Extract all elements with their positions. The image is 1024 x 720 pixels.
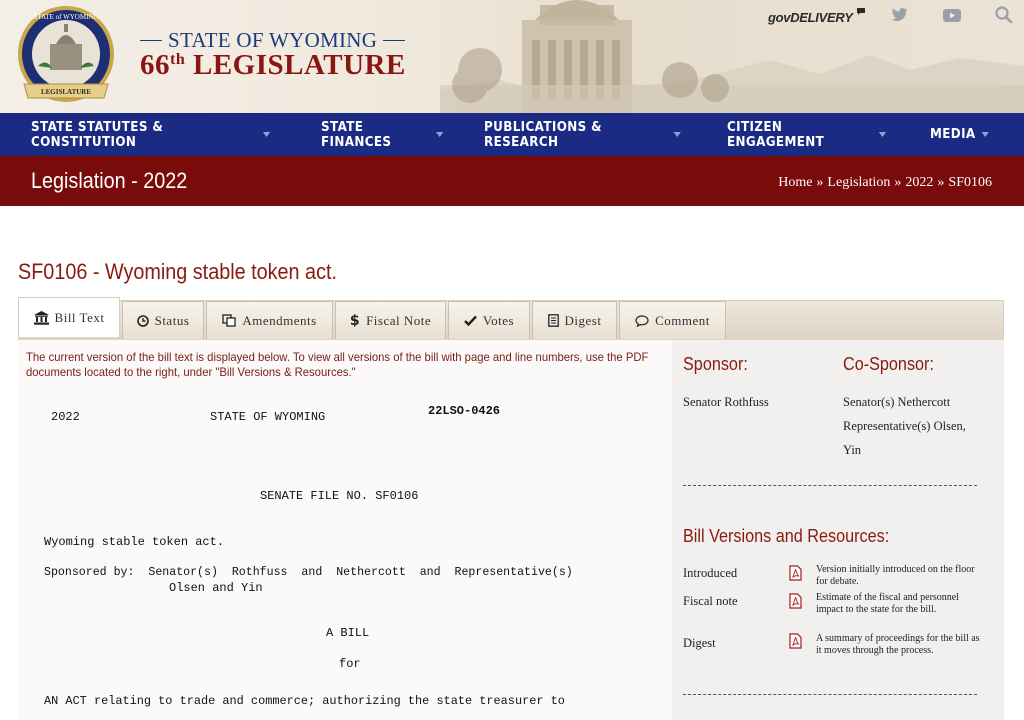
search-icon[interactable] [994,6,1014,24]
dollar-icon: $ [349,312,361,329]
resource-introduced-label: Introduced [683,566,738,580]
bill-state: STATE OF WYOMING [210,410,326,424]
chevron-down-icon [436,132,443,137]
svg-text:LEGISLATURE: LEGISLATURE [40,88,92,96]
sponsor-heading: Sponsor: [683,354,748,374]
clock-icon [137,315,149,327]
breadcrumb-legislation[interactable]: Legislation [827,175,891,190]
youtube-icon[interactable] [942,6,962,24]
tab-bill-text[interactable]: Bill Text [18,297,120,337]
govdelivery-link[interactable]: govDELIVERY [768,10,866,25]
tab-digest[interactable]: Digest [532,301,617,339]
nav-item-finances[interactable]: STATE FINANCES [321,120,443,150]
page-title-bar [0,156,1024,206]
divider [683,694,977,695]
copy-icon [222,314,236,327]
cosponsor-heading: Co-Sponsor: [843,354,934,374]
document-icon [548,314,559,327]
resource-fiscal-note-desc: Estimate of the fiscal and personnel impact to the state for the bill. [816,592,960,615]
bill-text-notice: The current version of the bill text is displayed below. To view all versions of the bill with page and line numbers, use the PDF documents located to the right, under "Bill Versions & Resources." [26,350,649,379]
site-header [0,0,1024,113]
bill-act-line: AN ACT relating to trade and commerce; authorizing the state treasurer to [44,694,565,708]
twitter-icon[interactable] [888,6,908,24]
breadcrumb-current: SF0106 [948,175,992,190]
bill-year: 2022 [51,410,80,424]
bill-short-title: Wyoming stable token act. [44,535,225,549]
bill-sponsored-by: Sponsored by: Senator(s) Rothfuss and Nethercott and Representative(s) [44,566,573,579]
bill-lso-number: 22LSO-0426 [428,404,501,418]
bill-text-pane [26,350,666,380]
svg-text:STATE of WYOMING: STATE of WYOMING [33,13,99,21]
site-title[interactable] [140,28,406,82]
comment-icon [635,315,649,327]
sponsor-name[interactable]: Senator Rothfuss [683,395,769,409]
tab-amendments[interactable]: Amendments [206,301,333,339]
pdf-icon[interactable] [789,593,802,609]
resources-heading: Bill Versions and Resources: [683,526,890,546]
chevron-down-icon [673,132,680,137]
bill-a-bill: A BILL [326,626,370,640]
tab-status[interactable]: Status [122,301,204,339]
nav-item-publications[interactable]: PUBLICATIONS & RESEARCH [484,120,681,150]
pdf-icon[interactable] [789,565,802,581]
site-title-line2: 66th LEGISLATURE [140,49,406,81]
site-title-line1: STATE OF WYOMING [140,28,406,53]
tab-comment[interactable]: Comment [619,301,726,339]
cosponsor-representatives[interactable]: Representative(s) Olsen, [843,419,966,433]
capitol-background-image [440,0,1024,113]
tab-fiscal-note[interactable]: $ Fiscal Note [335,301,446,339]
divider [683,485,977,486]
cosponsor-senators[interactable]: Senator(s) Nethercott [843,395,951,409]
legislature-seal-logo[interactable] [16,6,120,104]
resource-digest-label: Digest [683,636,716,650]
pdf-icon[interactable] [789,633,802,649]
resource-fiscal-note-label: Fiscal note [683,594,738,608]
nav-item-statutes[interactable]: STATE STATUTES & CONSTITUTION [31,120,270,150]
bill-sponsored-by-cont: Olsen and Yin [169,581,263,595]
resource-introduced-desc: Version initially introduced on the floor for debate. [816,564,975,587]
nav-item-media[interactable]: MEDIA [930,127,988,142]
bill-for: for [339,657,361,671]
chevron-down-icon [263,132,270,137]
bank-icon [34,311,49,325]
bill-file-number: SENATE FILE NO. SF0106 [260,489,419,503]
breadcrumb-year[interactable]: 2022 [905,175,934,190]
chevron-down-icon [879,132,886,137]
tab-votes[interactable]: Votes [448,301,530,339]
cosponsor-representatives-cont[interactable]: Yin [843,443,862,457]
check-icon [464,315,477,326]
breadcrumb-home[interactable]: Home [778,175,813,190]
bill-title: SF0106 - Wyoming stable token act. [18,259,337,284]
main-nav [0,113,1024,156]
resource-digest-desc: A summary of proceedings for the bill as it moves through the process. [816,633,980,656]
chevron-down-icon [982,132,989,137]
breadcrumb: Home » Legislation » 2022 » SF0106 [778,175,992,190]
page-title: Legislation - 2022 [31,168,188,193]
speech-bubble-icon [856,7,866,16]
nav-item-citizen-engagement[interactable]: CITIZEN ENGAGEMENT [727,120,886,150]
